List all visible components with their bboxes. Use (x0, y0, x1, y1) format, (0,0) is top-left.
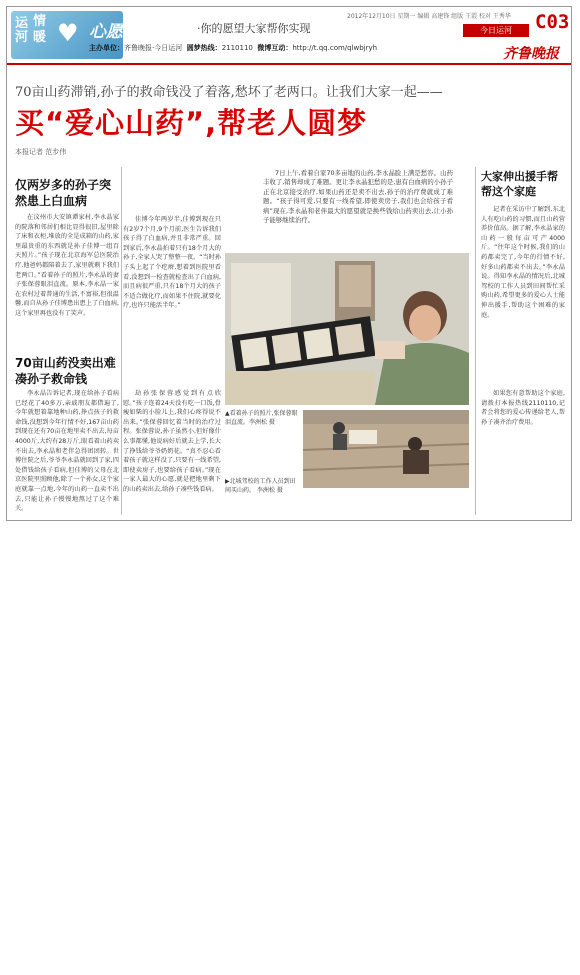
article-paragraph: 佳博今年两岁半,佳博到现在只有2岁7个月,9个月前,医生告诉我们孩子得了白血病,并且非常严重。回到家后,李永晶拍着只有18个月大的孙子,全家人哭了整整一夜。“当时孙子头上起了个疙瘩,想着到医院里看看,没想到一检查就检查出了白血病,而且病很严重,只有18个月大的孩子不适合做化疗,而如果不住院,就要化疗,也许只能活半年。” (123, 216, 221, 310)
sub-head: 仅两岁多的孙子突然患上白血病 (15, 178, 112, 208)
sidebar-story (481, 169, 565, 519)
column-divider (121, 167, 122, 515)
article-paragraph: 在汶州市大安镇谭家村,李永晶家的院落和邻居们相比显得很旧,屋里除了床和衣柜,堆放的全是成箱的山药,家里最贵重的东西就是孙子佳博一组百天照片。”孩子现在北京海军总医院治疗,他爸妈都陪着去了,家里就剩下我们老两口。”看着孙子的照片,李永晶的妻子张保蓉眼泪直流。原本,李永晶一家在农村过着普通的生活,不富裕,但很温馨,而自从孙子佳博患出患上了白血病,这个家里再也没有了笑声。 (15, 214, 119, 317)
column-divider (475, 167, 476, 515)
column-name: 心愿漂流瓶 (89, 22, 174, 42)
article-paragraph: 劫孙张保蓉感觉到有点欣慰。”孩子连着24天没有吃一口饭,骨瘦如柴的小脸儿上,我们心疼得说不出来。”张保蓉回忆着当时的治疗过程。张保蓉说,孙子虽然小,但好像什么事都懂,他说病好后就去上学,长大了挣钱给爷爷奶奶花。“真不忍心看着孩子就这样没了,只要有一线希望,即使卖房子,也要给孩子看病。”现在一家人最大的心愿,就是把地里剩下的山药卖出去,给孙子凑些钱看病。 (123, 390, 221, 493)
article-headline: 买“爱心山药”,帮老人圆梦 (15, 106, 368, 140)
masthead (7, 7, 572, 63)
masthead-rule (7, 63, 572, 65)
logo-char: 河 (15, 30, 29, 45)
photo-field (303, 410, 469, 488)
host-name: 齐鲁晚报·今日运河 (124, 44, 183, 52)
article-lede: 7日上午,看着自家70多亩地的山药,李永晶脸上满是愁容。山药丰收了,销售却成了难题。更让李永晶犯愁的是,患有白血病的小孙子正在北京接受治疗,如果山药还是卖不出去,孙子的治疗费就成了难题。“孩子得可爱,只要有一线希望,即使卖房子,我们也会给孩子看病”现在,李永晶和老伴最大的愿望就是换些钱给山药卖出去,让小孙子能够继续治疗。 (263, 169, 453, 225)
newspaper-page (6, 6, 572, 521)
photo-grandmother (225, 253, 469, 405)
edition-tag: 今日运河 (463, 24, 529, 37)
article-byline: 本报记者 范步伟 (15, 148, 67, 156)
logo-char: 运 (15, 16, 29, 31)
hotline-label: 圆梦热线： (186, 44, 222, 52)
sidebar-paragraph: 记者在采访中了解到,东北人有吃山药的习惯,而且山药营养价值高。据了解,李永晶家的山药一般每亩可产4000斤。“往年这个时候,我们的山药都卖完了,今年的行情不好,好多山药都卖不出去。”李永晶说。得知李永晶的情况后,北城驾校的工作人员到田间帮忙采购山药,希望更多的爱心人士能伸出援手,帮助这个困难的家庭。 (481, 206, 565, 319)
photo-caption: ▶北城驾校的工作人员到田间买山药。 李洲松 摄 (225, 478, 296, 494)
article-paragraph: 李永晶告诉记者,现在给孙子看病已经花了40多万,亲戚朋友都借遍了,今年就想着靠地种山药,挣点孩子的救命钱,没想到今年行情不好,167亩山药到现在还有70亩在地里卖不出去,每亩4000斤,大约有28万斤,眼看着山药卖不出去,李永晶和老伴急得团团转。世博住院之后,爷爷李永晶就回到了家,四处借钱给孩子看病,但佳博的父母在北京医院里照顾他,除了一个孙女,这个家庭就靠一点地,今年的山药一直卖不出去,只能让孙子慢慢地熬过了这个难关。 (15, 390, 119, 513)
heart-icon: ♥ (57, 19, 79, 47)
sidebar-call-to-action: 如果您有意帮助这个家庭,请拨打本报热线2110110,记者会将您的爱心传递给老人,帮孙子凑齐治疗费用。 (481, 390, 565, 426)
weibo-url: http://t.qq.com/qlwbjryh (292, 44, 378, 52)
dateline: 2012年12月10日 星期一 编辑 高建锋 组版 王霞 校对 王秀华 (347, 13, 511, 20)
photo-caption: ▲看着孙子的照片,张保蓉眼泪直流。李洲松 摄 (225, 410, 298, 426)
sidebar-heading: 大家伸出援手帮帮这个家庭 (481, 170, 558, 198)
page-number: C03 (535, 11, 570, 33)
weibo-label: 微博互动： (257, 44, 293, 52)
article-kicker: 70亩山药滞销,孙子的救命钱没了着落,愁坏了老两口。让我们大家一起—— (15, 85, 443, 100)
newspaper-brand: 齐鲁晚报 (503, 46, 559, 62)
hotline-number: 2110110 (221, 44, 253, 52)
sub-head: 70亩山药没卖出难凑孙子救命钱 (15, 356, 116, 386)
host-label: 主办单位： (89, 44, 124, 52)
logo-char: 情 (33, 14, 47, 29)
logo-char: 暖 (33, 30, 47, 45)
column-slogan: ·你的愿望大家帮你实现 (197, 22, 311, 35)
host-bar (89, 43, 377, 57)
